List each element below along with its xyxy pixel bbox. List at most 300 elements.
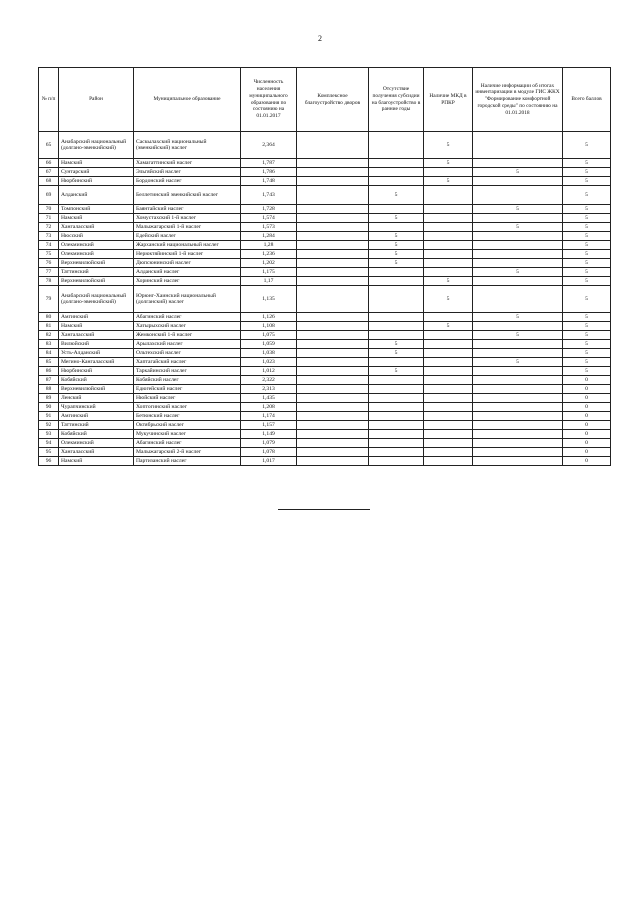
cell-mkd <box>424 214 473 223</box>
cell-no-subsidy <box>369 385 424 394</box>
cell-complex <box>297 186 369 205</box>
page-number: 2 <box>318 34 322 43</box>
cell-mkd <box>424 412 473 421</box>
cell-mkd <box>424 313 473 322</box>
cell-num: 78 <box>39 277 59 286</box>
cell-gis <box>473 132 563 159</box>
cell-district: Таттинский <box>59 421 134 430</box>
cell-mkd <box>424 439 473 448</box>
cell-district: Хангаласский <box>59 223 134 232</box>
cell-no-subsidy: 5 <box>369 241 424 250</box>
cell-gis: 5 <box>473 205 563 214</box>
table-row <box>39 250 611 259</box>
cell-district: Верхневилюйский <box>59 385 134 394</box>
cell-no-subsidy <box>369 268 424 277</box>
cell-municipality: Абагинский наслег <box>134 439 241 448</box>
cell-municipality: Баянтайский наслег <box>134 205 241 214</box>
cell-mkd: 5 <box>424 177 473 186</box>
cell-num: 77 <box>39 268 59 277</box>
table-row <box>39 132 611 159</box>
cell-complex <box>297 168 369 177</box>
cell-municipality: Эльгяйский наслег <box>134 168 241 177</box>
table-row <box>39 168 611 177</box>
cell-no-subsidy <box>369 223 424 232</box>
table-row <box>39 430 611 439</box>
cell-num: 80 <box>39 313 59 322</box>
cell-total: 5 <box>563 322 611 331</box>
cell-no-subsidy <box>369 177 424 186</box>
table-row <box>39 358 611 367</box>
table-row <box>39 349 611 358</box>
cell-gis <box>473 394 563 403</box>
cell-num: 86 <box>39 367 59 376</box>
cell-total: 5 <box>563 177 611 186</box>
cell-population: 1,236 <box>241 250 297 259</box>
cell-population: 1,174 <box>241 412 297 421</box>
cell-municipality: Хамагаттинский наслег <box>134 159 241 168</box>
cell-num: 94 <box>39 439 59 448</box>
cell-gis <box>473 403 563 412</box>
cell-complex <box>297 259 369 268</box>
cell-gis <box>473 448 563 457</box>
cell-district: Нюрбинский <box>59 367 134 376</box>
header-num: № п/п <box>39 68 59 132</box>
cell-gis: 5 <box>473 168 563 177</box>
cell-population: 1,157 <box>241 421 297 430</box>
table-row <box>39 177 611 186</box>
cell-total: 5 <box>563 241 611 250</box>
cell-no-subsidy <box>369 394 424 403</box>
cell-gis <box>473 322 563 331</box>
table-row <box>39 286 611 313</box>
cell-no-subsidy <box>369 286 424 313</box>
cell-district: Мегино-Кангаласский <box>59 358 134 367</box>
cell-total: 0 <box>563 457 611 466</box>
cell-district: Хангаласский <box>59 448 134 457</box>
cell-population: 1,202 <box>241 259 297 268</box>
cell-municipality: Абагинский наслег <box>134 313 241 322</box>
cell-gis <box>473 421 563 430</box>
cell-gis <box>473 232 563 241</box>
cell-complex <box>297 367 369 376</box>
cell-gis <box>473 177 563 186</box>
cell-gis <box>473 340 563 349</box>
cell-mkd <box>424 331 473 340</box>
cell-no-subsidy: 5 <box>369 214 424 223</box>
cell-total: 0 <box>563 412 611 421</box>
cell-complex <box>297 331 369 340</box>
cell-num: 74 <box>39 241 59 250</box>
cell-municipality: Хоринский наслег <box>134 277 241 286</box>
cell-population: 1,079 <box>241 439 297 448</box>
cell-population: 1,28 <box>241 241 297 250</box>
cell-num: 91 <box>39 412 59 421</box>
cell-complex <box>297 349 369 358</box>
cell-population: 1,012 <box>241 367 297 376</box>
cell-municipality: Кобяйский наслег <box>134 376 241 385</box>
cell-mkd <box>424 367 473 376</box>
cell-population: 1,108 <box>241 322 297 331</box>
header-municipality: Муниципальное образование <box>134 68 241 132</box>
cell-no-subsidy <box>369 322 424 331</box>
cell-municipality: Мукучинский наслег <box>134 430 241 439</box>
header-mkd: Наличие МКД в РПКР <box>424 68 473 132</box>
cell-population: 1,208 <box>241 403 297 412</box>
cell-complex <box>297 132 369 159</box>
table-row <box>39 403 611 412</box>
cell-population: 1,075 <box>241 331 297 340</box>
cell-num: 79 <box>39 286 59 313</box>
cell-mkd <box>424 403 473 412</box>
table-row <box>39 340 611 349</box>
cell-municipality: Хоптогинский наслег <box>134 403 241 412</box>
cell-mkd <box>424 241 473 250</box>
cell-no-subsidy: 5 <box>369 250 424 259</box>
cell-mkd <box>424 430 473 439</box>
cell-num: 87 <box>39 376 59 385</box>
table-row <box>39 385 611 394</box>
cell-population: 1,787 <box>241 159 297 168</box>
cell-mkd <box>424 205 473 214</box>
cell-num: 71 <box>39 214 59 223</box>
table-row <box>39 394 611 403</box>
cell-no-subsidy <box>369 331 424 340</box>
cell-population: 1,284 <box>241 232 297 241</box>
cell-total: 5 <box>563 250 611 259</box>
cell-total: 5 <box>563 132 611 159</box>
cell-municipality: Хаптагайский наслег <box>134 358 241 367</box>
cell-complex <box>297 385 369 394</box>
table-row <box>39 259 611 268</box>
cell-total: 0 <box>563 394 611 403</box>
cell-municipality: Октябрьский наслег <box>134 421 241 430</box>
cell-num: 83 <box>39 340 59 349</box>
cell-gis <box>473 439 563 448</box>
cell-total: 5 <box>563 159 611 168</box>
cell-complex <box>297 421 369 430</box>
ranking-table <box>38 67 611 466</box>
cell-population: 1,023 <box>241 358 297 367</box>
cell-complex <box>297 286 369 313</box>
cell-num: 88 <box>39 385 59 394</box>
cell-population: 1,748 <box>241 177 297 186</box>
cell-complex <box>297 241 369 250</box>
cell-district: Намский <box>59 159 134 168</box>
cell-population: 1,17 <box>241 277 297 286</box>
cell-mkd: 5 <box>424 277 473 286</box>
cell-num: 69 <box>39 186 59 205</box>
table-row <box>39 421 611 430</box>
cell-complex <box>297 250 369 259</box>
cell-mkd <box>424 186 473 205</box>
cell-no-subsidy <box>369 159 424 168</box>
cell-no-subsidy: 5 <box>369 340 424 349</box>
cell-complex <box>297 205 369 214</box>
cell-no-subsidy <box>369 430 424 439</box>
cell-district: Хангаласский <box>59 331 134 340</box>
cell-population: 2,322 <box>241 376 297 385</box>
cell-complex <box>297 394 369 403</box>
cell-mkd: 5 <box>424 322 473 331</box>
cell-mkd <box>424 223 473 232</box>
cell-total: 5 <box>563 349 611 358</box>
cell-no-subsidy <box>369 448 424 457</box>
cell-population: 1,573 <box>241 223 297 232</box>
cell-gis <box>473 214 563 223</box>
cell-gis: 5 <box>473 313 563 322</box>
cell-complex <box>297 448 369 457</box>
cell-district: Вилюйский <box>59 340 134 349</box>
table-row <box>39 205 611 214</box>
cell-district: Кобяйский <box>59 430 134 439</box>
cell-num: 92 <box>39 421 59 430</box>
table-row <box>39 232 611 241</box>
cell-num: 70 <box>39 205 59 214</box>
cell-total: 5 <box>563 205 611 214</box>
cell-num: 95 <box>39 448 59 457</box>
cell-no-subsidy: 5 <box>369 232 424 241</box>
cell-total: 0 <box>563 376 611 385</box>
table-row <box>39 214 611 223</box>
cell-mkd: 5 <box>424 286 473 313</box>
cell-district: Чурапчинский <box>59 403 134 412</box>
cell-complex <box>297 232 369 241</box>
cell-population: 1,743 <box>241 186 297 205</box>
cell-population: 1,126 <box>241 313 297 322</box>
cell-total: 5 <box>563 367 611 376</box>
cell-mkd <box>424 168 473 177</box>
cell-no-subsidy <box>369 457 424 466</box>
cell-municipality: Жемконский 1-й наслег <box>134 331 241 340</box>
cell-total: 0 <box>563 430 611 439</box>
cell-no-subsidy <box>369 168 424 177</box>
header-complex: Комплексное благоустройство дворов <box>297 68 369 132</box>
cell-district: Томпонский <box>59 205 134 214</box>
cell-no-subsidy: 5 <box>369 367 424 376</box>
cell-population: 1,017 <box>241 457 297 466</box>
cell-municipality: Таркайинский наслег <box>134 367 241 376</box>
cell-total: 5 <box>563 214 611 223</box>
cell-gis <box>473 241 563 250</box>
cell-gis <box>473 259 563 268</box>
cell-district: Нюрбинский <box>59 177 134 186</box>
cell-num: 85 <box>39 358 59 367</box>
table-row <box>39 241 611 250</box>
cell-total: 5 <box>563 186 611 205</box>
cell-municipality: Партизанский наслег <box>134 457 241 466</box>
cell-complex <box>297 214 369 223</box>
table-row <box>39 268 611 277</box>
cell-gis: 5 <box>473 223 563 232</box>
cell-gis <box>473 159 563 168</box>
cell-mkd <box>424 349 473 358</box>
cell-population: 1,038 <box>241 349 297 358</box>
cell-gis <box>473 385 563 394</box>
table-row <box>39 159 611 168</box>
cell-total: 5 <box>563 331 611 340</box>
cell-complex <box>297 268 369 277</box>
cell-num: 73 <box>39 232 59 241</box>
cell-municipality: Алданский наслег <box>134 268 241 277</box>
footer-divider <box>278 509 370 510</box>
cell-total: 0 <box>563 439 611 448</box>
cell-no-subsidy <box>369 358 424 367</box>
cell-gis <box>473 186 563 205</box>
cell-complex <box>297 376 369 385</box>
table-row <box>39 223 611 232</box>
cell-mkd: 5 <box>424 159 473 168</box>
cell-population: 2,313 <box>241 385 297 394</box>
cell-total: 5 <box>563 340 611 349</box>
cell-mkd <box>424 340 473 349</box>
cell-municipality: Едюгейский наслег <box>134 385 241 394</box>
cell-no-subsidy <box>369 403 424 412</box>
cell-mkd <box>424 385 473 394</box>
cell-no-subsidy <box>369 412 424 421</box>
cell-population: 1,786 <box>241 168 297 177</box>
cell-district: Олекминский <box>59 241 134 250</box>
cell-gis <box>473 457 563 466</box>
cell-num: 82 <box>39 331 59 340</box>
cell-district: Алданский <box>59 186 134 205</box>
table-row <box>39 186 611 205</box>
cell-num: 72 <box>39 223 59 232</box>
cell-district: Нюсский <box>59 232 134 241</box>
cell-municipality: Ольтехский наслег <box>134 349 241 358</box>
cell-municipality: Беллетинский эвенкийский наслег <box>134 186 241 205</box>
cell-num: 81 <box>39 322 59 331</box>
cell-district: Верхневилюйский <box>59 277 134 286</box>
cell-district: Олекминский <box>59 250 134 259</box>
cell-population: 1,435 <box>241 394 297 403</box>
cell-num: 76 <box>39 259 59 268</box>
cell-mkd <box>424 394 473 403</box>
cell-population: 1,135 <box>241 286 297 313</box>
cell-municipality: Нерюктяйинский 1-й наслег <box>134 250 241 259</box>
cell-complex <box>297 403 369 412</box>
cell-complex <box>297 340 369 349</box>
cell-total: 5 <box>563 358 611 367</box>
cell-gis <box>473 367 563 376</box>
cell-total: 5 <box>563 223 611 232</box>
header-total: Всего баллов <box>563 68 611 132</box>
cell-gis <box>473 277 563 286</box>
cell-municipality: Малыжагарский 1-й наслег <box>134 223 241 232</box>
cell-complex <box>297 358 369 367</box>
cell-mkd <box>424 358 473 367</box>
cell-mkd <box>424 376 473 385</box>
cell-gis <box>473 349 563 358</box>
cell-municipality: Малыжагарский 2-й наслег <box>134 448 241 457</box>
cell-district: Усть-Алданский <box>59 349 134 358</box>
cell-district: Таттинский <box>59 268 134 277</box>
table-header-row <box>39 68 611 132</box>
cell-mkd <box>424 457 473 466</box>
cell-num: 67 <box>39 168 59 177</box>
cell-no-subsidy <box>369 132 424 159</box>
cell-total: 0 <box>563 421 611 430</box>
cell-population: 1,078 <box>241 448 297 457</box>
cell-mkd <box>424 232 473 241</box>
table-row <box>39 322 611 331</box>
cell-district: Кобяйский <box>59 376 134 385</box>
table-row <box>39 367 611 376</box>
cell-num: 75 <box>39 250 59 259</box>
cell-gis: 5 <box>473 331 563 340</box>
cell-population: 1,175 <box>241 268 297 277</box>
cell-complex <box>297 277 369 286</box>
cell-mkd <box>424 421 473 430</box>
cell-municipality: Бетюнский наслег <box>134 412 241 421</box>
cell-num: 89 <box>39 394 59 403</box>
header-population: Численность населения муниципального образования по состоянию на 01.01.2017 <box>241 68 297 132</box>
cell-municipality: Саскылахский национальный (эвенкийский) наслег <box>134 132 241 159</box>
cell-num: 68 <box>39 177 59 186</box>
cell-gis <box>473 412 563 421</box>
cell-no-subsidy <box>369 376 424 385</box>
cell-complex <box>297 439 369 448</box>
cell-mkd <box>424 250 473 259</box>
cell-no-subsidy <box>369 439 424 448</box>
cell-municipality: Хатырыхский наслег <box>134 322 241 331</box>
cell-complex <box>297 412 369 421</box>
header-gis: Наличие информации об итогах инвентаризации в модуле ГИС ЖКХ "Формирование комфортной городской среды" по состоянию на 01.01.2018 <box>473 68 563 132</box>
cell-no-subsidy: 5 <box>369 349 424 358</box>
cell-gis <box>473 430 563 439</box>
cell-district: Олекминский <box>59 439 134 448</box>
cell-district: Сунтарский <box>59 168 134 177</box>
table-row <box>39 439 611 448</box>
cell-mkd <box>424 268 473 277</box>
cell-no-subsidy <box>369 313 424 322</box>
cell-total: 5 <box>563 286 611 313</box>
cell-mkd <box>424 259 473 268</box>
cell-population: 1,574 <box>241 214 297 223</box>
cell-district: Намский <box>59 214 134 223</box>
cell-population: 2,364 <box>241 132 297 159</box>
cell-municipality: Жарханский национальный наслег <box>134 241 241 250</box>
header-district: Район <box>59 68 134 132</box>
cell-municipality: Арылахский наслег <box>134 340 241 349</box>
cell-district: Амгинский <box>59 313 134 322</box>
cell-complex <box>297 313 369 322</box>
cell-num: 93 <box>39 430 59 439</box>
cell-gis <box>473 376 563 385</box>
table-row <box>39 277 611 286</box>
cell-district: Анабарский национальный (долгано-эвенкийский) <box>59 286 134 313</box>
cell-municipality: Нюйский наслег <box>134 394 241 403</box>
header-no-subsidy: Отсутствие получения субсидии на благоустройство в ранние годы <box>369 68 424 132</box>
table-row <box>39 457 611 466</box>
cell-total: 0 <box>563 448 611 457</box>
cell-municipality: Едейский наслег <box>134 232 241 241</box>
cell-num: 66 <box>39 159 59 168</box>
cell-population: 1,149 <box>241 430 297 439</box>
cell-gis: 5 <box>473 268 563 277</box>
cell-complex <box>297 223 369 232</box>
cell-municipality: Дюпсюнинский наслег <box>134 259 241 268</box>
cell-population: 1,728 <box>241 205 297 214</box>
cell-num: 90 <box>39 403 59 412</box>
cell-gis <box>473 286 563 313</box>
cell-complex <box>297 159 369 168</box>
cell-complex <box>297 322 369 331</box>
cell-district: Ленский <box>59 394 134 403</box>
cell-mkd <box>424 448 473 457</box>
cell-num: 84 <box>39 349 59 358</box>
cell-district: Анабарский национальный (долгано-эвенкийский) <box>59 132 134 159</box>
cell-total: 0 <box>563 385 611 394</box>
